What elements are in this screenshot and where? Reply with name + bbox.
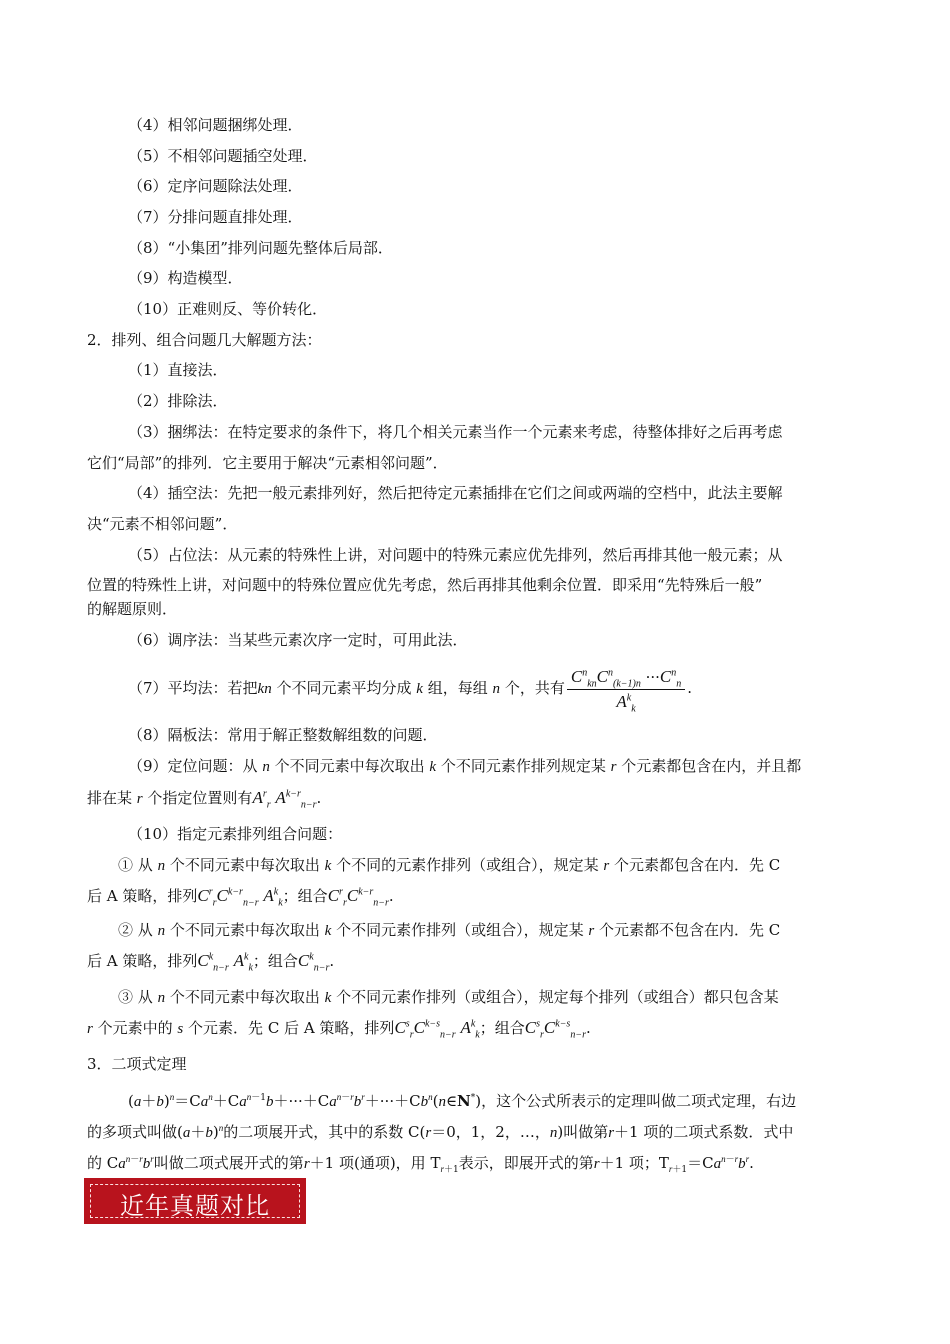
case-item: ② 从 n 个不同元素中每次取出 k 个不同元素作排列（或组合），规定某 r 个元素都不包含在内．先 C (118, 921, 781, 939)
method-item: （6）调序法：当某些元素次序一定时，可用此法． (128, 631, 468, 649)
binomial-line: 的 $Ca^{n-r}b^r$叫做二项式展开式的第r＋1 项(通项)，用 $T_{r+1}$表示，即展开式的第r＋1 项；$T_{r+1}=Ca^{n-r}b^r$. (87, 1154, 754, 1175)
list-item: （5）不相邻问题插空处理． (128, 147, 318, 165)
case-item: ③ 从 n 个不同元素中每次取出 k 个不同元素作排列（或组合），规定每个排列（或组合）都只包含某 (118, 988, 779, 1006)
method-item: 位置的特殊性上讲，对问题中的特殊位置应优先考虑，然后再排其他剩余位置．即采用“先特殊后一般” (87, 576, 763, 594)
banner-title: 近年真题对比 (120, 1192, 270, 1220)
binomial-line: 的多项式叫做$(a+b)^n$的二项展开式，其中的系数 C(r＝0，1，2，…，n)叫做第r＋1 项的二项式系数．式中 (87, 1123, 794, 1141)
section-title: 2．排列、组合问题几大解题方法： (87, 331, 322, 349)
case-item: 后 A 策略，排列$C^k_{n-r}$ $A^k_k$；组合$C^k_{n-r}$. (87, 951, 335, 974)
list-item: （9）构造模型． (128, 269, 243, 287)
list-item: （7）分排问题直排处理． (128, 208, 303, 226)
formula-average: $\frac{C^n_{kn}C^n_{(k-1)n} \cdot\cdot\cdot C^n_n}{A^k_k}$ (567, 667, 685, 712)
case-item: ① 从 n 个不同元素中每次取出 k 个不同的元素作排列（或组合），规定某 r 个元素都包含在内．先 C (118, 856, 781, 874)
list-item: （10）正难则反、等价转化． (128, 300, 328, 318)
case-item: r 个元素中的 s 个元素．先 C 后 A 策略，排列$C^s_rC^{k-s}_{n-r}$ $A^k_k$；组合$C^s_rC^{k-s}_{n-r}$. (87, 1018, 591, 1041)
method-item: （9）定位问题：从 n 个不同元素中每次取出 k 个不同元素作排列规定某 r 个元素都包含在内，并且都 (128, 757, 802, 775)
method-item: 它们“局部”的排列．它主要用于解决“元素相邻问题”． (87, 454, 448, 472)
method-item: （4）插空法：先把一般元素排列好，然后把待定元素插排在它们之间或两端的空档中，此法主要解 (128, 484, 783, 502)
method-item: （5）占位法：从元素的特殊性上讲，对问题中的特殊元素应优先排列，然后再排其他一般元素；从 (128, 546, 783, 564)
list-item: （4）相邻问题捆绑处理． (128, 116, 303, 134)
method-item: （2）排除法． (128, 392, 228, 410)
case-item: 后 A 策略，排列$C^r_rC^{k-r}_{n-r}$ $A^k_k$；组合$C^r_rC^{k-r}_{n-r}$. (87, 886, 394, 909)
method-item: （3）捆绑法：在特定要求的条件下，将几个相关元素当作一个元素来考虑，待整体排好之后再考虑 (128, 423, 783, 441)
method-item: （8）隔板法：常用于解正整数解组数的问题． (128, 726, 438, 744)
method-item-average: （7）平均法：若把kn 个不同元素平均分成 k 组，每组 n 个，共有 $\frac{C^n_{kn}C^n_{(k-1)n} \cdot\cdot\cdot C^n_n}{A^k_k}$ . (128, 666, 693, 714)
method-item: （10）指定元素排列组合问题： (128, 825, 343, 843)
method-item: 的解题原则． (87, 600, 178, 618)
method-item: 决“元素不相邻问题”． (87, 515, 238, 533)
section-banner (84, 1178, 306, 1224)
section-title: 3．二项式定理 (87, 1055, 187, 1073)
binomial-line: $(a+b)^n=Ca^n+Ca^{n-1}b+\cdot\cdot\cdot+Ca^{n-r}b^r+\cdot\cdot\cdot+Cb^n(n\in N^*)$，这个公式所表示的定理叫做二项式定理，右边 (128, 1092, 797, 1110)
method-item: （1）直接法． (128, 361, 228, 379)
list-item: （6）定序问题除法处理． (128, 177, 303, 195)
method-item: 排在某 r 个指定位置则有$A^r_r$ $A^{k-r}_{n-r}$. (87, 788, 322, 811)
list-item: （8）“小集团”排列问题先整体后局部． (128, 239, 393, 257)
